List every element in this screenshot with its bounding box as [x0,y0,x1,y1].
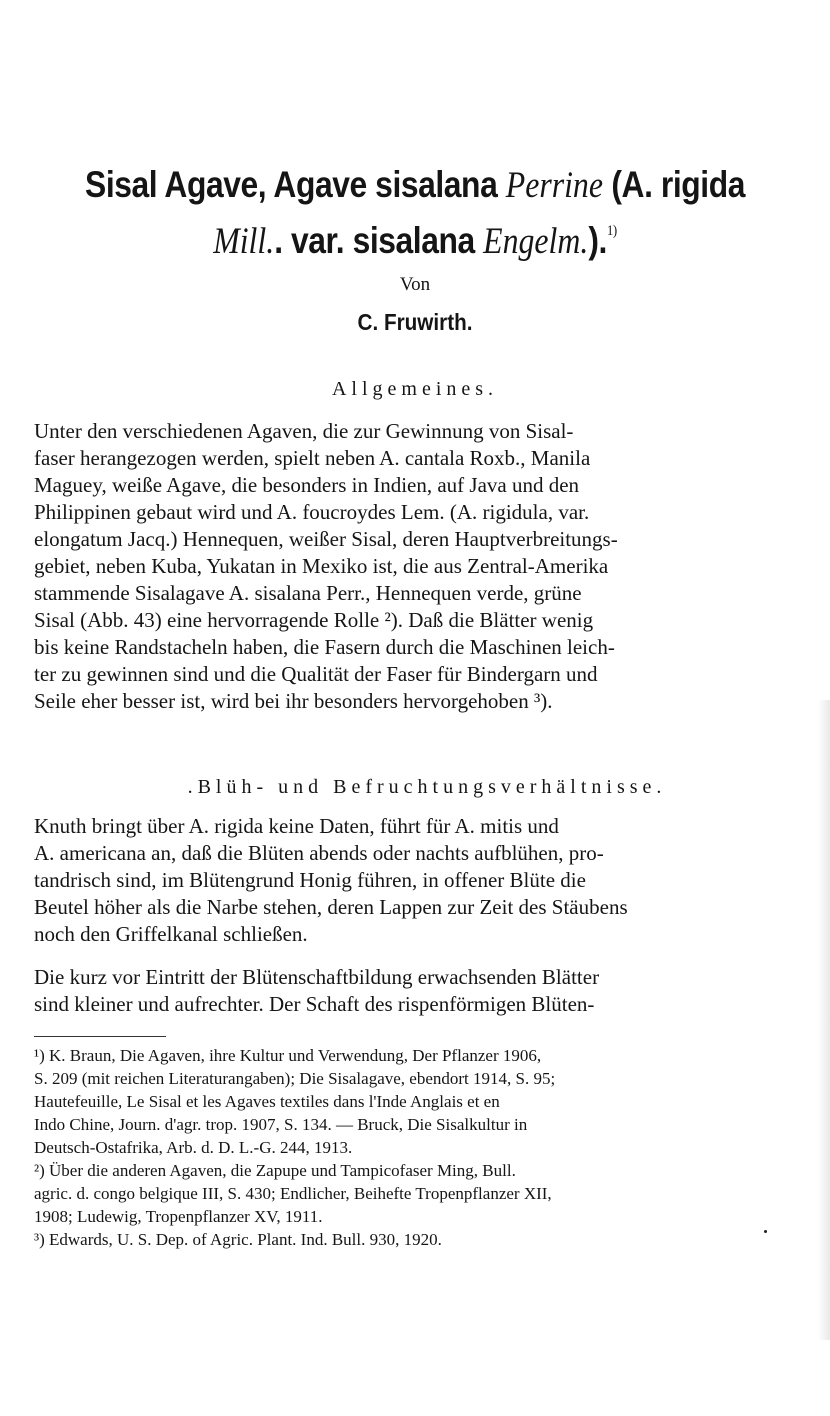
text-line: Maguey, weiße Agave, die besonders in Indien, auf Java und den [34,473,580,497]
text-line: Philippinen gebaut wird und A. foucroydes Lem. (A. rigidula, var. [34,500,590,524]
title-synonym-start: (A. rigida [611,164,745,205]
text-line: elongatum Jacq.) Hennequen, weißer Sisal, deren Hauptverbreitungs- [34,527,618,551]
text-line: tandrisch sind, im Blütengrund Honig führen, in offener Blüte die [34,868,586,892]
text-line: gebiet, neben Kuba, Yukatan in Mexiko ist, die aus Zentral-Amerika [34,554,609,578]
footnote-3 [34,1228,804,1251]
footnote-1 [34,1044,804,1159]
text-line: Seile eher besser ist, wird bei ihr besonders hervorgehoben ³). [34,689,553,713]
footnote-line: 1908; Ludewig, Tropenpflanzer XV, 1911. [34,1207,323,1226]
text-line: Knuth bringt über A. rigida keine Daten, führt für A. mitis und [34,814,559,838]
section-heading-bluehverhaeltnisse: .Blüh- und Befruchtungsverhältnisse. [187,776,667,798]
title-footnote-mark: 1) [606,223,617,239]
text-line: noch den Griffelkanal schließen. [34,922,308,946]
footnote-mark: ¹) [34,1046,45,1065]
title-author-perrine: Perrine [505,165,603,206]
footnote-line [34,1159,804,1182]
paragraph-blaetter [34,964,804,1018]
footnote-2 [34,1159,804,1228]
section-heading-allgemeines: Allgemeines. [331,378,499,400]
title-line-2 [75,208,754,265]
page-edge-shadow [818,700,830,1340]
footnote-line: agric. d. congo belgique III, S. 430; Endlicher, Beihefte Tropenpflanzer XII, [34,1184,552,1203]
text-line: ter zu gewinnen sind und die Qualität der Faser für Bindergarn und [34,662,598,686]
title-line-1 [75,162,754,209]
text-line: Die kurz vor Eintritt der Blütenschaftbildung erwachsenden Blätter [34,965,600,989]
print-speck [764,1230,767,1233]
title-close: ). [588,220,607,261]
footnote-text: Über die anderen Agaven, die Zapupe und Tampicofaser Ming, Bull. [49,1161,516,1180]
text-line: sind kleiner und aufrechter. Der Schaft des rispenförmigen Blüten- [34,992,595,1016]
footnotes [34,1044,804,1251]
author-name: C. Fruwirth. [357,309,473,335]
footnote-line: Deutsch-Ostafrika, Arb. d. D. L.-G. 244, 1913. [34,1138,353,1157]
footnote-line: Indo Chine, Journ. d'agr. trop. 1907, S. 134. — Bruck, Die Sisalkultur in [34,1115,528,1134]
text-line: faser herangezogen werden, spielt neben A. cantala Roxb., Manila [34,446,591,470]
footnote-line: Hautefeuille, Le Sisal et les Agaves textiles dans l'Inde Anglais et en [34,1092,500,1111]
text-line: A. americana an, daß die Blüten abends oder nachts aufblühen, pro- [34,841,604,865]
footnote-line: S. 209 (mit reichen Literaturangaben); Die Sisalagave, ebendort 1914, S. 95; [34,1069,556,1088]
footnote-mark: ³) [34,1230,45,1249]
text-line: Beutel höher als die Narbe stehen, deren Lappen zur Zeit des Stäubens [34,895,628,919]
title-author-engelm: Engelm. [483,221,589,262]
byline-von: Von [399,274,431,295]
paragraph-allgemeines [34,418,804,715]
title-author-mill: Mill. [213,221,275,262]
footnote-separator [34,1036,166,1037]
text-line: Unter den verschiedenen Agaven, die zur Gewinnung von Sisal- [34,419,574,443]
paragraph-knuth [34,813,804,948]
text-line: stammende Sisalagave A. sisalana Perr., Hennequen verde, grüne [34,581,582,605]
title-variety-text: . var. sisalana [274,220,475,261]
text-line: bis keine Randstacheln haben, die Fasern durch die Maschinen leich- [34,635,615,659]
title-main-text: Sisal Agave, Agave sisalana [85,164,498,205]
footnote-line [34,1228,804,1251]
footnote-text: K. Braun, Die Agaven, ihre Kultur und Verwendung, Der Pflanzer 1906, [49,1046,542,1065]
text-line: Sisal (Abb. 43) eine hervorragende Rolle ²). Daß die Blätter wenig [34,608,594,632]
footnote-text: Edwards, U. S. Dep. of Agric. Plant. Ind. Bull. 930, 1920. [49,1230,442,1249]
footnote-mark: ²) [34,1161,45,1180]
footnote-line [34,1044,804,1067]
